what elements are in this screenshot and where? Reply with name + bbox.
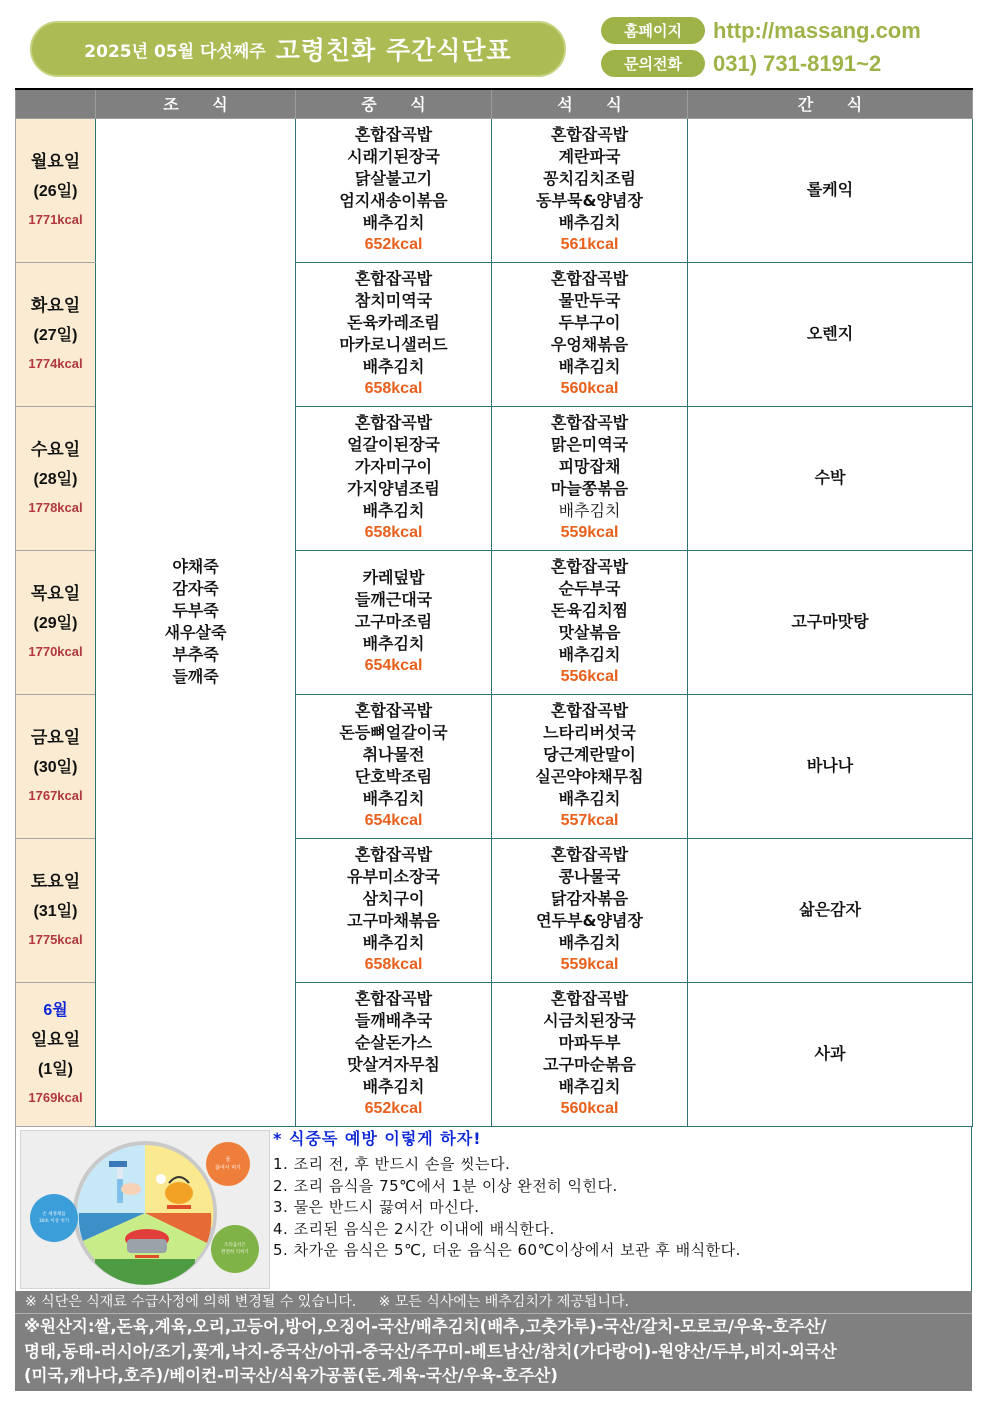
month-label: 6월: [43, 1002, 68, 1019]
page-title: [30, 21, 566, 77]
dinner-item: 물만두국: [558, 291, 621, 310]
day-date: (1일): [37, 1061, 73, 1078]
day-kcal: 1778kcal: [28, 500, 83, 515]
lunch-item: 배추김치: [362, 789, 425, 808]
column-header-lunch: 중 식: [296, 89, 492, 118]
lunch-item: 돈등뼈얼갈이국: [339, 723, 448, 742]
day-name: 화요일: [30, 296, 81, 316]
dinner-item: 콩나물국: [558, 867, 621, 886]
day-date: (31일): [33, 903, 78, 920]
dinner-item: 배추김치: [558, 501, 621, 520]
lunch-kcal: 654kcal: [364, 657, 423, 674]
day-kcal: 1771kcal: [28, 212, 83, 227]
dinner-item: 마늘쫑볶음: [550, 479, 629, 498]
dinner-item: 혼합잡곡밥: [550, 269, 629, 288]
lunch-item: 혼합잡곡밥: [354, 125, 433, 144]
lunch-item: 혼합잡곡밥: [354, 989, 433, 1008]
origin-line: 명태,동태-러시아/조기,꽃게,낙지-중국산/아귀-중국산/주꾸미-베트남산/참치(가다랑어)-원양산/두부,비지-외국산: [24, 1341, 837, 1361]
dinner-item: 배추김치: [558, 213, 621, 232]
dinner-item: 맛살볶음: [558, 623, 621, 642]
lunch-cell: [296, 694, 492, 838]
food-safety-item: 4. 조리된 음식은 2시간 이내에 배식한다.: [273, 1219, 555, 1238]
snack-cell: 바나나: [688, 694, 973, 838]
dinner-item: 배추김치: [558, 357, 621, 376]
day-date: (26일): [33, 183, 78, 200]
lunch-kcal: 654kcal: [364, 812, 423, 829]
day-date: (30일): [33, 759, 78, 776]
dinner-item: 혼합잡곡밥: [550, 989, 629, 1008]
dinner-cell: [492, 550, 688, 694]
lunch-item: 취나물전: [362, 745, 425, 764]
food-safety-item: 1. 조리 전, 후 반드시 손을 씻는다.: [273, 1155, 511, 1173]
dinner-item: 순두부국: [558, 579, 621, 598]
phone-number: 031) 731-8191~2: [713, 50, 882, 76]
dinner-item: 닭감자볶음: [550, 889, 629, 908]
day-kcal: 1769kcal: [28, 1090, 83, 1105]
lunch-item: 배추김치: [362, 357, 425, 376]
food-safety-item: 5. 차가운 음식은 5℃, 더운 음식은 60℃이상에서 보관 후 배식한다.: [273, 1241, 741, 1259]
dinner-item: 시금치된장국: [543, 1011, 636, 1030]
food-safety-item: 3. 물은 반드시 끓여서 마신다.: [273, 1198, 480, 1216]
snack-cell: 사과: [688, 982, 973, 1126]
breakfast-item: 야채죽: [172, 557, 219, 576]
lunch-item: 돈육카레조림: [347, 313, 440, 332]
menu-change-notice: ※ 식단은 식재료 수급사정에 의해 변경될 수 있습니다. ※ 모든 식사에는 배추김치가 제공됩니다.: [15, 1291, 972, 1314]
day-name: 목요일: [30, 584, 81, 604]
lunch-item: 혼합잡곡밥: [354, 269, 433, 288]
lunch-item: 삼치구이: [362, 889, 425, 908]
lunch-item: 혼합잡곡밥: [354, 845, 433, 864]
lunch-cell: [296, 262, 492, 406]
snack-cell: 오렌지: [688, 262, 973, 406]
homepage-link[interactable]: http://massang.com: [713, 17, 921, 43]
table-header-row: [16, 89, 973, 118]
lunch-cell: [296, 838, 492, 982]
svg-text:물: 물: [225, 1157, 231, 1163]
dinner-item: 배추김치: [558, 789, 621, 808]
dinner-cell: [492, 982, 688, 1126]
snack-cell: 삶은감자: [688, 838, 973, 982]
dinner-item: 두부구이: [558, 313, 621, 332]
dinner-kcal: 561kcal: [560, 236, 619, 253]
day-cell: [16, 982, 96, 1126]
breakfast-item: 감자죽: [172, 579, 219, 598]
breakfast-item: 부추죽: [172, 645, 219, 664]
day-cell: [16, 262, 96, 406]
food-safety-title: * 식중독 예방 이렇게 하자!: [273, 1129, 482, 1148]
dinner-item: 배추김치: [558, 933, 621, 952]
column-header-breakfast: 조 식: [96, 89, 296, 118]
dinner-item: 고구마순볶음: [543, 1055, 636, 1074]
lunch-cell: [296, 118, 492, 262]
lunch-item: 배추김치: [362, 634, 425, 653]
food-safety-section: [15, 1126, 972, 1291]
dinner-cell: [492, 262, 688, 406]
snack-cell: 수박: [688, 406, 973, 550]
lunch-kcal: 652kcal: [364, 1100, 423, 1117]
lunch-item: 혼합잡곡밥: [354, 701, 433, 720]
day-date: (29일): [33, 615, 78, 632]
dinner-item: 혼합잡곡밥: [550, 413, 629, 432]
day-name: 금요일: [30, 728, 81, 748]
lunch-kcal: 658kcal: [364, 380, 423, 397]
food-safety-list: [273, 1154, 741, 1262]
dinner-kcal: 559kcal: [560, 956, 619, 973]
day-cell: [16, 406, 96, 550]
day-name: 토요일: [30, 872, 81, 892]
dinner-item: 당근계란말이: [543, 745, 636, 764]
origin-line: (미국,캐나다,호주)/베이컨-미국산/식육가공품(돈.계육-국산/우육-호주산): [24, 1366, 558, 1385]
phone-label: 문의전화: [601, 50, 705, 77]
lunch-item: 들깨배추국: [354, 1011, 433, 1030]
day-cell: [16, 694, 96, 838]
day-name: 일요일: [30, 1030, 81, 1050]
lunch-item: 배추김치: [362, 1077, 425, 1096]
dinner-kcal: 560kcal: [560, 1100, 619, 1117]
food-safety-illustration: [20, 1130, 270, 1289]
title-main: 고령친화 주간식단표: [275, 36, 512, 65]
lunch-item: 참치미역국: [354, 291, 433, 310]
lunch-kcal: 652kcal: [364, 236, 423, 253]
lunch-item: 마카로니샐러드: [339, 335, 448, 354]
dinner-kcal: 557kcal: [560, 812, 619, 829]
day-cell: [16, 550, 96, 694]
breakfast-item: 두부죽: [172, 601, 219, 620]
lunch-item: 배추김치: [362, 933, 425, 952]
dinner-item: 동부묵&양념장: [536, 191, 643, 210]
dinner-cell: [492, 838, 688, 982]
weekly-menu-table: [15, 88, 973, 1127]
day-cell: [16, 118, 96, 262]
lunch-item: 가자미구이: [354, 457, 433, 476]
dinner-item: 피망잡채: [558, 457, 621, 476]
lunch-item: 엄지새송이볶음: [339, 191, 448, 210]
dinner-item: 연두부&양념장: [536, 911, 643, 930]
lunch-item: 맛살겨자무침: [347, 1055, 440, 1074]
origin-info: [15, 1314, 972, 1391]
dinner-kcal: 556kcal: [560, 668, 619, 685]
lunch-item: 카레덮밥: [362, 568, 425, 587]
lunch-item: 시래기된장국: [347, 147, 440, 166]
dinner-item: 우엉채볶음: [550, 335, 629, 354]
svg-text:완전히 익히기: 완전히 익히기: [221, 1250, 249, 1255]
lunch-item: 고구마채볶음: [347, 911, 440, 930]
snack-cell: 롤케익: [688, 118, 973, 262]
column-header-snack: 간 식: [688, 89, 973, 118]
lunch-item: 얼갈이된장국: [347, 435, 440, 454]
dinner-item: 마파두부: [558, 1033, 621, 1052]
lunch-kcal: 658kcal: [364, 956, 423, 973]
dinner-item: 혼합잡곡밥: [550, 845, 629, 864]
title-week: 2025년 05월 다섯째주: [84, 41, 266, 62]
lunch-item: 닭살불고기: [354, 169, 433, 188]
dinner-item: 배추김치: [558, 1077, 621, 1096]
food-safety-infographic-icon: [21, 1131, 270, 1289]
dinner-item: 꽁치김치조림: [543, 169, 636, 188]
lunch-item: 배추김치: [362, 213, 425, 232]
dinner-item: 혼합잡곡밥: [550, 701, 629, 720]
lunch-item: 고구마조림: [354, 612, 433, 631]
lunch-kcal: 658kcal: [364, 524, 423, 541]
lunch-item: 유부미소장국: [347, 867, 440, 886]
svg-text:끓여서 먹기: 끓여서 먹기: [215, 1165, 241, 1171]
lunch-cell: [296, 550, 492, 694]
dinner-item: 실곤약야채무침: [535, 767, 644, 786]
svg-text:손 세정제를: 손 세정제를: [42, 1212, 66, 1217]
dinner-kcal: 559kcal: [560, 524, 619, 541]
homepage-row: [601, 17, 921, 44]
dinner-item: 배추김치: [558, 645, 621, 664]
dinner-kcal: 560kcal: [560, 380, 619, 397]
column-header-day: [16, 89, 96, 118]
lunch-item: 순살돈가스: [354, 1033, 433, 1052]
lunch-item: 가지양념조림: [347, 479, 440, 498]
dinner-item: 돈육김치찜: [550, 601, 629, 620]
column-header-dinner: 석 식: [492, 89, 688, 118]
dinner-cell: [492, 406, 688, 550]
day-date: (28일): [33, 471, 78, 488]
lunch-cell: [296, 406, 492, 550]
breakfast-cell: [96, 118, 296, 1126]
dinner-cell: [492, 694, 688, 838]
day-kcal: 1774kcal: [28, 356, 83, 371]
day-kcal: 1775kcal: [28, 932, 83, 947]
svg-text:조리음식은: 조리음식은: [224, 1243, 246, 1248]
dinner-cell: [492, 118, 688, 262]
day-name: 수요일: [30, 440, 81, 460]
svg-text:30초 이상 씻기: 30초 이상 씻기: [38, 1219, 70, 1224]
table-row: [16, 118, 973, 262]
lunch-item: 들깨근대국: [354, 590, 433, 609]
breakfast-item: 새우살죽: [164, 623, 227, 642]
lunch-item: 단호박조림: [354, 767, 433, 786]
breakfast-item: 들깨죽: [172, 667, 219, 686]
lunch-cell: [296, 982, 492, 1126]
day-kcal: 1770kcal: [28, 644, 83, 659]
dinner-item: 혼합잡곡밥: [550, 557, 629, 576]
homepage-label: 홈페이지: [601, 17, 705, 44]
dinner-item: 느타리버섯국: [543, 723, 636, 742]
day-cell: [16, 838, 96, 982]
dinner-item: 맑은미역국: [550, 435, 629, 454]
lunch-item: 배추김치: [362, 501, 425, 520]
day-kcal: 1767kcal: [28, 788, 83, 803]
food-safety-item: 2. 조리 음식을 75℃에서 1분 이상 완전히 익힌다.: [273, 1176, 618, 1195]
phone-row: [601, 50, 881, 77]
lunch-item: 혼합잡곡밥: [354, 413, 433, 432]
dinner-item: 혼합잡곡밥: [550, 125, 629, 144]
origin-line: ※원산지:쌀,돈육,계육,오리,고등어,방어,오징어-국산/배추김치(배추,고춧가루)-국산/갈치-모로코/우육-호주산/: [24, 1317, 827, 1336]
dinner-item: 계란파국: [558, 147, 621, 166]
snack-cell: 고구마맛탕: [688, 550, 973, 694]
day-date: (27일): [33, 327, 78, 344]
day-name: 월요일: [30, 152, 81, 172]
